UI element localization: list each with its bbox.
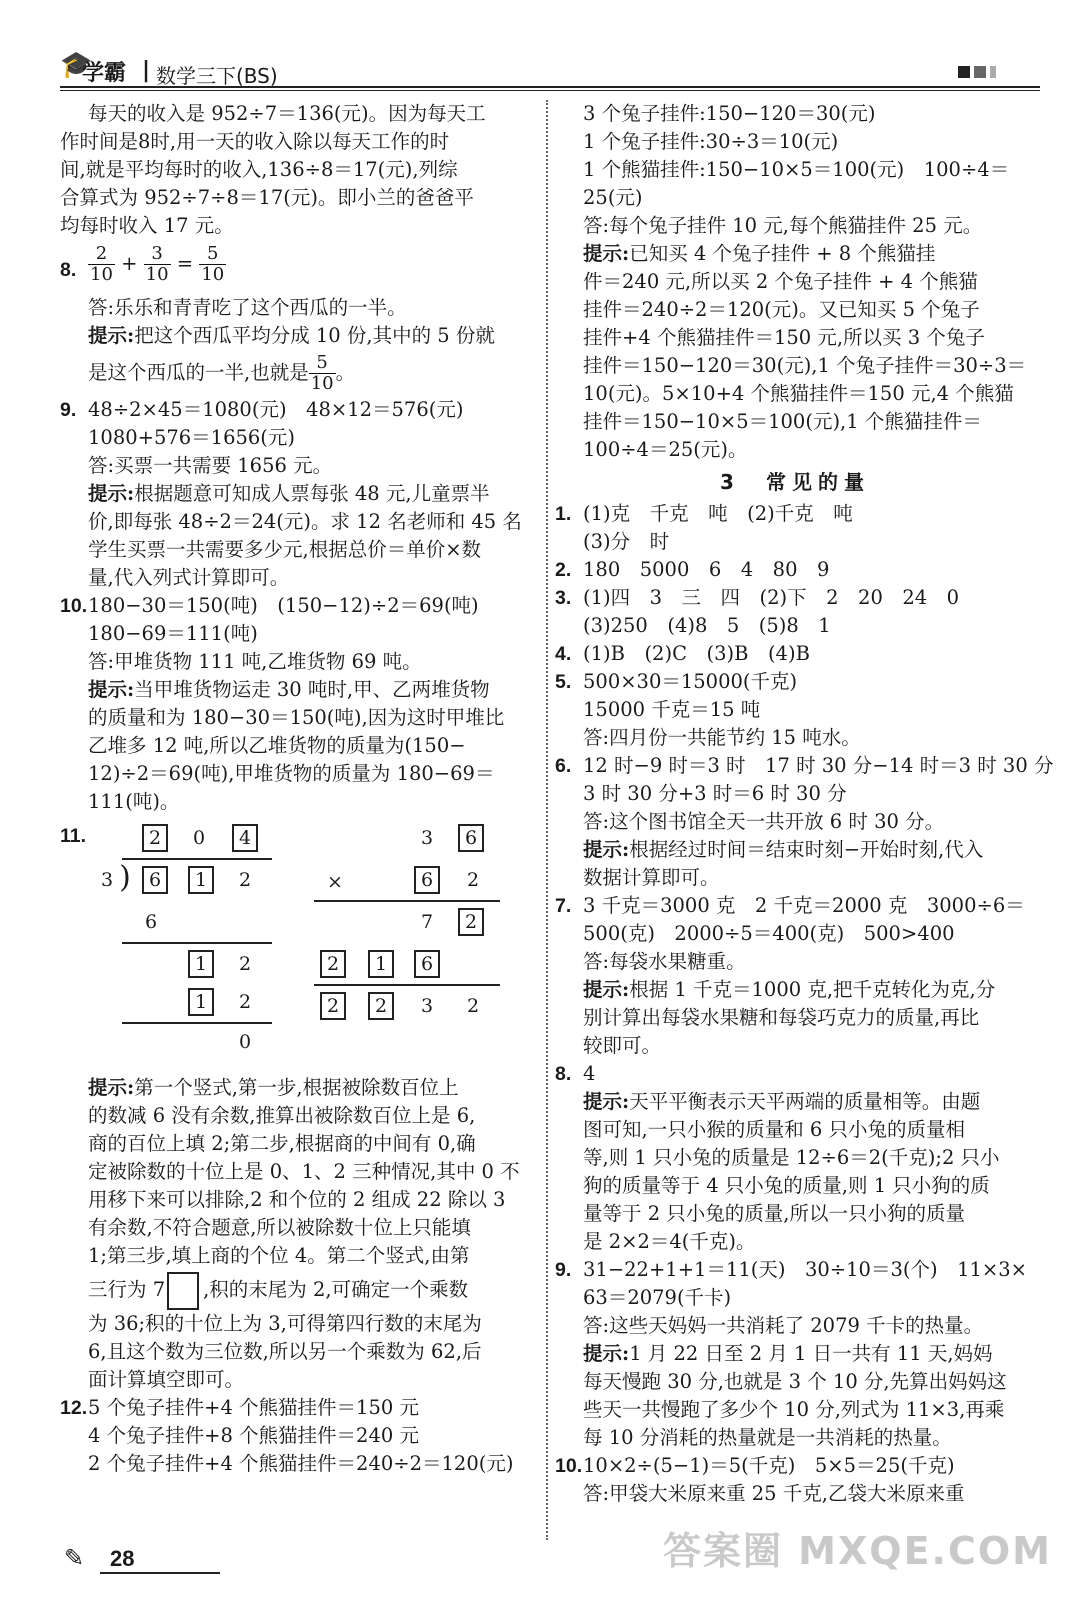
text-line: 15000 千克＝15 吨 bbox=[583, 698, 761, 721]
question-number: 4. bbox=[555, 643, 572, 665]
text-line: 10. 10×2÷(5−1)＝5(千克) 5×5＝25(千克) bbox=[555, 1452, 1035, 1480]
blank-box: 1 bbox=[188, 988, 214, 1016]
text-line: 63＝2079(千卡) bbox=[583, 1286, 732, 1309]
text-line: (3)分 时 bbox=[583, 530, 670, 553]
text-line: 1. (1)克 千克 吨 (2)千克 吨 bbox=[555, 500, 1035, 528]
text-line: 9. 31−22+1+1＝11(天) 30÷10＝3(个) 11×3× bbox=[555, 1256, 1035, 1284]
hint-line: 提示:天平平衡表示天平两端的质量相等。由题 bbox=[583, 1090, 981, 1113]
digit: 0 bbox=[192, 827, 206, 849]
hint-line: 是 2×2＝4(千克)。 bbox=[583, 1230, 756, 1253]
fraction: $\frac{5}{10}$ bbox=[310, 352, 334, 394]
hint-line: 提示:根据经过时间＝结束时刻−开始时刻,代入 bbox=[583, 838, 984, 861]
plus-sign: + bbox=[121, 252, 138, 275]
text-line: 180−69＝111(吨) bbox=[88, 622, 258, 645]
hint-line: 三行为 7 ,积的末尾为 2,可确定一个乘数 bbox=[60, 1270, 540, 1310]
hint-line: 挂件+4 个熊猫挂件＝150 元,所以买 3 个兔子 bbox=[583, 326, 985, 349]
digit: 3 bbox=[420, 995, 434, 1017]
fraction: $\frac{2}{10}$ bbox=[90, 243, 113, 285]
text-line: 答:甲袋大米原来重 25 千克,乙袋大米原来重 bbox=[583, 1482, 965, 1505]
text-line: 500(克) 2000÷5＝400(克) 500>400 bbox=[583, 922, 955, 945]
equals-sign: = bbox=[176, 252, 194, 275]
header-separator: | bbox=[142, 58, 151, 83]
text-line: 4 个兔子挂件+8 个熊猫挂件＝240 元 bbox=[88, 1424, 419, 1447]
question-number: 8. bbox=[60, 259, 77, 281]
text-line: 1 个熊猫挂件:150−10×5＝100(元) 100÷4＝ bbox=[583, 158, 1010, 181]
hint-line: 商的百位上填 2;第二步,根据商的中间有 0,确 bbox=[88, 1132, 476, 1155]
page-header bbox=[60, 44, 1040, 88]
text-line: 5. 500×30＝15000(千克) bbox=[555, 668, 1035, 696]
hint-line: 提示:已知买 4 个兔子挂件 + 8 个熊猫挂 bbox=[583, 242, 936, 265]
hint-line: 面计算填空即可。 bbox=[88, 1368, 245, 1391]
blank-box: 6 bbox=[142, 866, 168, 894]
blank-box: 1 bbox=[188, 866, 214, 894]
division-bracket: ) bbox=[119, 860, 131, 895]
hint-line: 别计算出每袋水果糖和每袋巧克力的质量,再比 bbox=[583, 1006, 980, 1029]
answer-line: 答:乐乐和青青吃了这个西瓜的一半。 bbox=[88, 296, 407, 319]
blank-box: 2 bbox=[320, 992, 346, 1020]
hint-line: 等,则 1 只小兔的质量是 12÷6＝2(千克);2 只小 bbox=[583, 1146, 1000, 1169]
hint-line: 量等于 2 只小兔的质量,所以一只小狗的质量 bbox=[583, 1202, 966, 1225]
answer-line: 答:甲堆货物 111 吨,乙堆货物 69 吨。 bbox=[88, 650, 422, 673]
header-square-icon bbox=[990, 66, 996, 78]
text-line: 间,就是平均每时的收入,136÷8＝17(元),列综 bbox=[60, 158, 458, 181]
question-12: 12. 5 个兔子挂件+4 个熊猫挂件＝150 元 bbox=[60, 1394, 540, 1422]
pencil-icon: ✎ bbox=[64, 1544, 85, 1572]
question-number: 3. bbox=[555, 587, 572, 609]
blank-box: 2 bbox=[368, 992, 394, 1020]
hint-line: 有余数,不符合题意,所以被除数十位上只能填 bbox=[88, 1216, 471, 1239]
brand-logo: 学霸 bbox=[82, 61, 127, 86]
division-bar bbox=[122, 858, 272, 860]
text-line: 答:每袋水果糖重。 bbox=[583, 950, 746, 973]
hint-line: 每天慢跑 30 分,也就是 3 个 10 分,先算出妈妈这 bbox=[583, 1370, 1007, 1393]
header-square-icon bbox=[958, 66, 970, 78]
watermark: 答案圈 MXQE.COM bbox=[662, 1529, 1052, 1573]
fraction: $\frac{3}{10}$ bbox=[145, 243, 169, 285]
question-number: 1. bbox=[555, 503, 572, 525]
hint-line: 件＝240 元,所以买 2 个兔子挂件 + 4 个熊猫 bbox=[583, 270, 978, 293]
multiplication-rule bbox=[314, 984, 500, 986]
question-number: 8. bbox=[555, 1063, 572, 1085]
hint-line: 量,代入列式计算即可。 bbox=[88, 566, 290, 589]
hint-line: 挂件＝240÷2＝120(元)。又已知买 5 个兔子 bbox=[583, 298, 980, 321]
hint-line: 提示:根据题意可知成人票每张 48 元,儿童票半 bbox=[88, 482, 490, 505]
graduation-cap-icon: 🎓 bbox=[60, 50, 93, 80]
digit: 2 bbox=[466, 869, 480, 891]
text-line: (3)250 (4)8 5 (5)8 1 bbox=[583, 614, 831, 637]
answer-item bbox=[555, 500, 1035, 556]
book-title: 数学三下(BS) bbox=[156, 64, 278, 88]
hint-line: 价,即每张 48÷2＝24(元)。求 12 名老师和 45 名 bbox=[88, 510, 522, 533]
answer-item bbox=[555, 892, 1035, 1060]
question-number: 6. bbox=[555, 755, 572, 777]
left-column bbox=[60, 100, 540, 1478]
question-number: 10. bbox=[60, 595, 88, 617]
blank-box: 1 bbox=[368, 950, 394, 978]
hint-line: 100÷4＝25(元)。 bbox=[583, 438, 748, 461]
hint-line: 1;第三步,填上商的个位 4。第二个竖式,由第 bbox=[88, 1244, 470, 1267]
text-line: 8. 4 bbox=[555, 1060, 1035, 1088]
text-line: 6. 12 时−9 时＝3 时 17 时 30 分−14 时＝3 时 30 分 bbox=[555, 752, 1035, 780]
text-line: 作时间是8时,用一天的收入除以每天工作的时 bbox=[60, 130, 450, 153]
question-11 bbox=[60, 816, 540, 1074]
division-rule bbox=[122, 942, 272, 944]
header-rule bbox=[60, 90, 1040, 91]
question-8 bbox=[60, 240, 540, 294]
answer-item bbox=[555, 1452, 1035, 1508]
divisor: 3 bbox=[100, 869, 114, 891]
division-rule bbox=[122, 1022, 272, 1024]
text-line: 3. (1)四 3 三 四 (2)下 2 20 24 0 bbox=[555, 584, 1035, 612]
answer-item bbox=[555, 1256, 1035, 1452]
text-line: 均每时收入 17 元。 bbox=[60, 214, 234, 237]
hint-line: 提示:第一个竖式,第一步,根据被除数百位上 bbox=[88, 1076, 459, 1099]
hint-line: 较即可。 bbox=[583, 1034, 662, 1057]
blank-box: 1 bbox=[188, 950, 214, 978]
answer-item bbox=[555, 668, 1035, 752]
hint-line: 为 36;积的十位上为 3,可得第四行数的末尾为 bbox=[88, 1312, 482, 1335]
question-number: 9. bbox=[60, 399, 77, 421]
answer-item bbox=[555, 1060, 1035, 1256]
text-line: 7. 3 千克＝3000 克 2 千克＝2000 克 3000÷6＝ bbox=[555, 892, 1035, 920]
hint-line: 10(元)。5×10+4 个熊猫挂件＝150 元,4 个熊猫 bbox=[583, 382, 1014, 405]
text-line: 4. (1)B (2)C (3)B (4)B bbox=[555, 640, 1035, 668]
times-sign: × bbox=[327, 871, 343, 893]
header-rule bbox=[60, 86, 1040, 88]
blank-box: 2 bbox=[458, 908, 484, 936]
hint-line: 用移下来可以排除,2 和个位的 2 组成 22 除以 3 bbox=[88, 1188, 506, 1211]
hint-line: 是这个西瓜的一半,也就是 $\frac{5}{10}$ 。 bbox=[88, 352, 356, 394]
answer-item bbox=[555, 556, 1035, 584]
question-number: 2. bbox=[555, 559, 572, 581]
question-number: 7. bbox=[555, 895, 572, 917]
text-line: 1080+576＝1656(元) bbox=[88, 426, 296, 449]
footer-rule bbox=[100, 1572, 220, 1574]
blank-box: 4 bbox=[232, 824, 258, 852]
hint-line: 12)÷2＝69(吨),甲堆货物的质量为 180−69＝ bbox=[88, 762, 495, 785]
question-number: 9. bbox=[555, 1259, 572, 1281]
hint-line: 提示:把这个西瓜平均分成 10 份,其中的 5 份就 bbox=[88, 324, 495, 347]
hint-line: 的质量和为 180−30＝150(吨),因为这时甲堆比 bbox=[88, 706, 505, 729]
blank-box: 6 bbox=[458, 824, 484, 852]
hint-line: 提示:根据 1 千克＝1000 克,把千克转化为克,分 bbox=[583, 978, 996, 1001]
digit: 6 bbox=[144, 911, 158, 933]
text-line: 2. 180 5000 6 4 80 9 bbox=[555, 556, 1035, 584]
hint-line: 挂件＝150−120＝30(元),1 个兔子挂件＝30÷3＝ bbox=[583, 354, 1027, 377]
section-title: 3 常见的量 bbox=[720, 470, 870, 494]
hint-line: 提示:当甲堆货物运走 30 吨时,甲、乙两堆货物 bbox=[88, 678, 490, 701]
hint-line: 图可知,一只小猴的质量和 6 只小兔的质量相 bbox=[583, 1118, 966, 1141]
question-9: 9. 48÷2×45＝1080(元) 48×12＝576(元) bbox=[60, 396, 540, 424]
page-number: 28 bbox=[110, 1546, 135, 1571]
hint-line: 提示:1 月 22 日至 2 月 1 日一共有 11 天,妈妈 bbox=[583, 1342, 993, 1365]
hint-line: 的数减 6 没有余数,推算出被除数百位上是 6, bbox=[88, 1104, 476, 1127]
text-line: 2 个兔子挂件+4 个熊猫挂件＝240÷2＝120(元) bbox=[88, 1452, 514, 1475]
text-line: 3 个兔子挂件:150−120＝30(元) bbox=[583, 102, 876, 125]
answer-item bbox=[555, 640, 1035, 668]
hint-line: 学生买票一共需要多少元,根据总价＝单价×数 bbox=[88, 538, 482, 561]
question-number: 12. bbox=[60, 1397, 88, 1419]
hint-line: 些天一共慢跑了多少个 10 分,列式为 11×3,再乘 bbox=[583, 1398, 1005, 1421]
text-line: 1 个兔子挂件:30÷3＝10(元) bbox=[583, 130, 839, 153]
digit: 2 bbox=[238, 869, 252, 891]
question-10: 10. 180−30＝150(吨) (150−12)÷2＝69(吨) bbox=[60, 592, 540, 620]
text-line: 25(元) bbox=[583, 186, 643, 209]
hint-line: 111(吨)。 bbox=[88, 790, 180, 813]
text-line: 答:这个图书馆全天一共开放 6 时 30 分。 bbox=[583, 810, 945, 833]
text-line: 答:四月份一共能节约 15 吨水。 bbox=[583, 726, 861, 749]
column-divider bbox=[546, 100, 548, 1540]
hint-line: 乙堆多 12 吨,所以乙堆货物的质量为(150− bbox=[88, 734, 466, 757]
digit: 7 bbox=[420, 911, 434, 933]
hint-line: 数据计算即可。 bbox=[583, 866, 720, 889]
blank-box: 2 bbox=[320, 950, 346, 978]
question-number: 10. bbox=[555, 1455, 583, 1477]
fraction: $\frac{5}{10}$ bbox=[201, 243, 225, 285]
answer-list bbox=[555, 500, 1054, 1508]
hint-line: 狗的质量等于 4 只小兔的质量,则 1 只小狗的质 bbox=[583, 1174, 990, 1197]
blank-box: 6 bbox=[414, 950, 440, 978]
answer-item bbox=[555, 584, 1035, 640]
text-line: 答:这些天妈妈一共消耗了 2079 千卡的热量。 bbox=[583, 1314, 984, 1337]
digit: 2 bbox=[238, 991, 252, 1013]
text-line: 合算式为 952÷7÷8＝17(元)。即小兰的爸爸平 bbox=[60, 186, 474, 209]
digit: 0 bbox=[238, 1031, 252, 1053]
text-line: 每天的收入是 952÷7＝136(元)。因为每天工 bbox=[88, 102, 486, 125]
blank-box bbox=[167, 1272, 199, 1310]
hint-line: 每 10 分消耗的热量就是一共消耗的热量。 bbox=[583, 1426, 952, 1449]
blank-box: 6 bbox=[414, 866, 440, 894]
hint-line: 挂件＝150−10×5＝100(元),1 个熊猫挂件＝ bbox=[583, 410, 982, 433]
digit: 2 bbox=[238, 953, 252, 975]
digit: 3 bbox=[420, 827, 434, 849]
header-square-icon bbox=[974, 66, 986, 78]
hint-line: 定被除数的十位上是 0、1、2 三种情况,其中 0 不 bbox=[88, 1160, 520, 1183]
multiplication-rule bbox=[314, 900, 500, 902]
answer-item bbox=[555, 752, 1054, 892]
right-column bbox=[555, 100, 1054, 1508]
question-number: 11. bbox=[60, 825, 87, 847]
answer-line: 答:买票一共需要 1656 元。 bbox=[88, 454, 333, 477]
text-line: 3 时 30 分+3 时＝6 时 30 分 bbox=[583, 782, 847, 805]
answer-line: 答:每个兔子挂件 10 元,每个熊猫挂件 25 元。 bbox=[583, 214, 983, 237]
question-number: 5. bbox=[555, 671, 572, 693]
digit: 2 bbox=[466, 995, 480, 1017]
hint-line: 6,且这个数为三位数,所以另一个乘数为 62,后 bbox=[88, 1340, 482, 1363]
blank-box: 2 bbox=[142, 824, 168, 852]
